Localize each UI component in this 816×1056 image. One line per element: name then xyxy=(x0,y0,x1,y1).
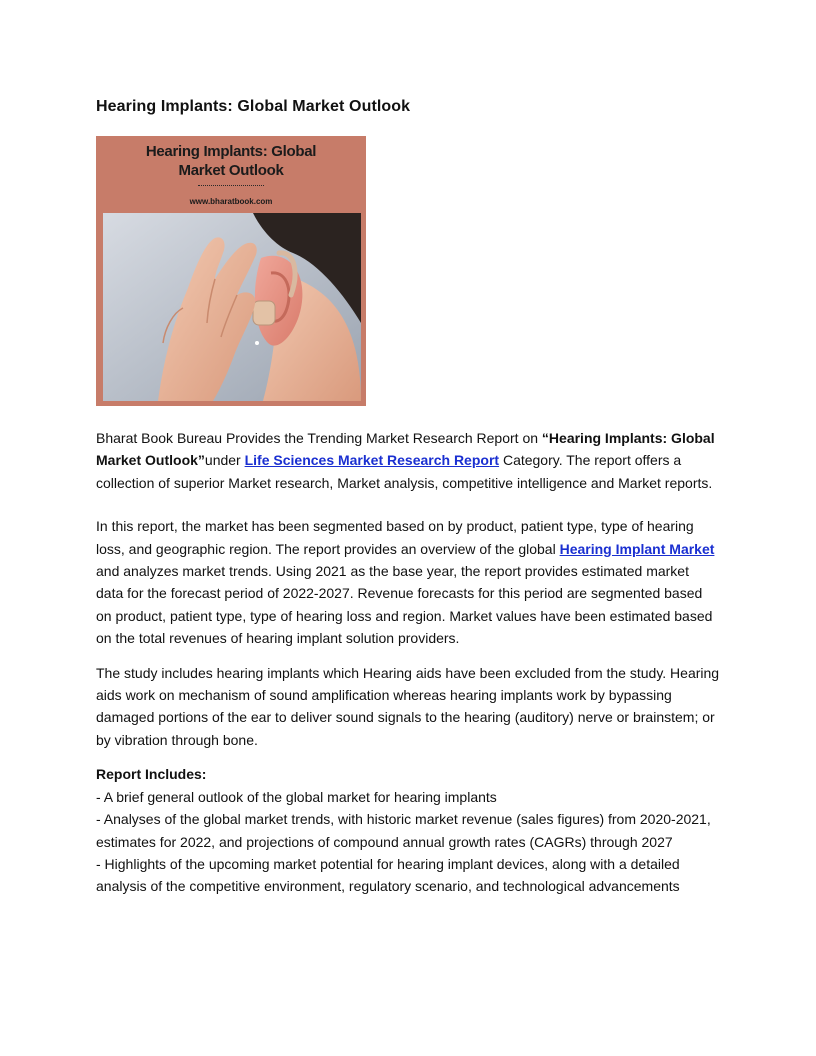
intro-suffix: Category. The report offers a collection of superior Market research, Market analysis, competitive intelligence and Market reports. xyxy=(96,452,713,491)
life-sciences-report-link[interactable]: Life Sciences Market Research Report xyxy=(244,452,500,469)
cover-url: www.bharatbook.com xyxy=(189,197,273,206)
page-title: Hearing Implants: Global Market Outlook xyxy=(96,98,411,115)
intro-under: under xyxy=(204,452,245,469)
segmentation-text-after: and analyzes market trends. Using 2021 as the base year, the report provides estimated market data for the forecast period of 2022-2027. Revenue forecasts for this period are segmented based on product, patient type, type of hearing loss and region. Market values have been estimated based on the total revenues of hearing implant solution providers. xyxy=(96,563,713,647)
segmentation-text-before: In this report, the market has been segmented based on by product, patient type, type of hearing loss, and geographic region. The report provides an overview of the global xyxy=(96,518,694,557)
intro-paragraph xyxy=(96,427,720,494)
list-item: - Analyses of the global market trends, with historic market revenue (sales figures) from 2020-2021, estimates for 2022, and projections of compound annual growth rates (CAGRs) through 2027 xyxy=(96,811,711,850)
report-includes-heading: Report Includes: xyxy=(96,766,207,783)
report-includes-section xyxy=(96,763,720,897)
cover-title-line1: Hearing Implants: Global xyxy=(145,143,317,160)
cover-title xyxy=(96,142,366,180)
list-item: - Highlights of the upcoming market potential for hearing implant devices, along with a detailed analysis of the competitive environment, regulatory scenario, and technological advancements xyxy=(96,855,680,895)
hearing-implant-market-link[interactable]: Hearing Implant Market xyxy=(559,540,715,557)
list-item: - A brief general outlook of the global market for hearing implants xyxy=(96,788,497,805)
study-scope-paragraph: The study includes hearing implants which Hearing aids have been excluded from the study. Hearing aids work on mechanism of sound amplification whereas hearing implants work by bypassing damaged portions of the ear to deliver sound signals to the hearing (auditory) nerve or brainstem; or by vibration through bone. xyxy=(96,664,720,748)
cover-image xyxy=(96,136,366,406)
cover-dotted-divider xyxy=(198,185,264,186)
ear-photo xyxy=(103,213,361,401)
intro-prefix: Bharat Book Bureau Provides the Trending Market Research Report on xyxy=(96,430,542,446)
segmentation-paragraph xyxy=(96,515,720,649)
report-name: “Hearing Implants: Global Market Outlook” xyxy=(96,430,715,469)
cover-title-line2: Market Outlook xyxy=(178,162,284,179)
document-content xyxy=(96,96,720,898)
